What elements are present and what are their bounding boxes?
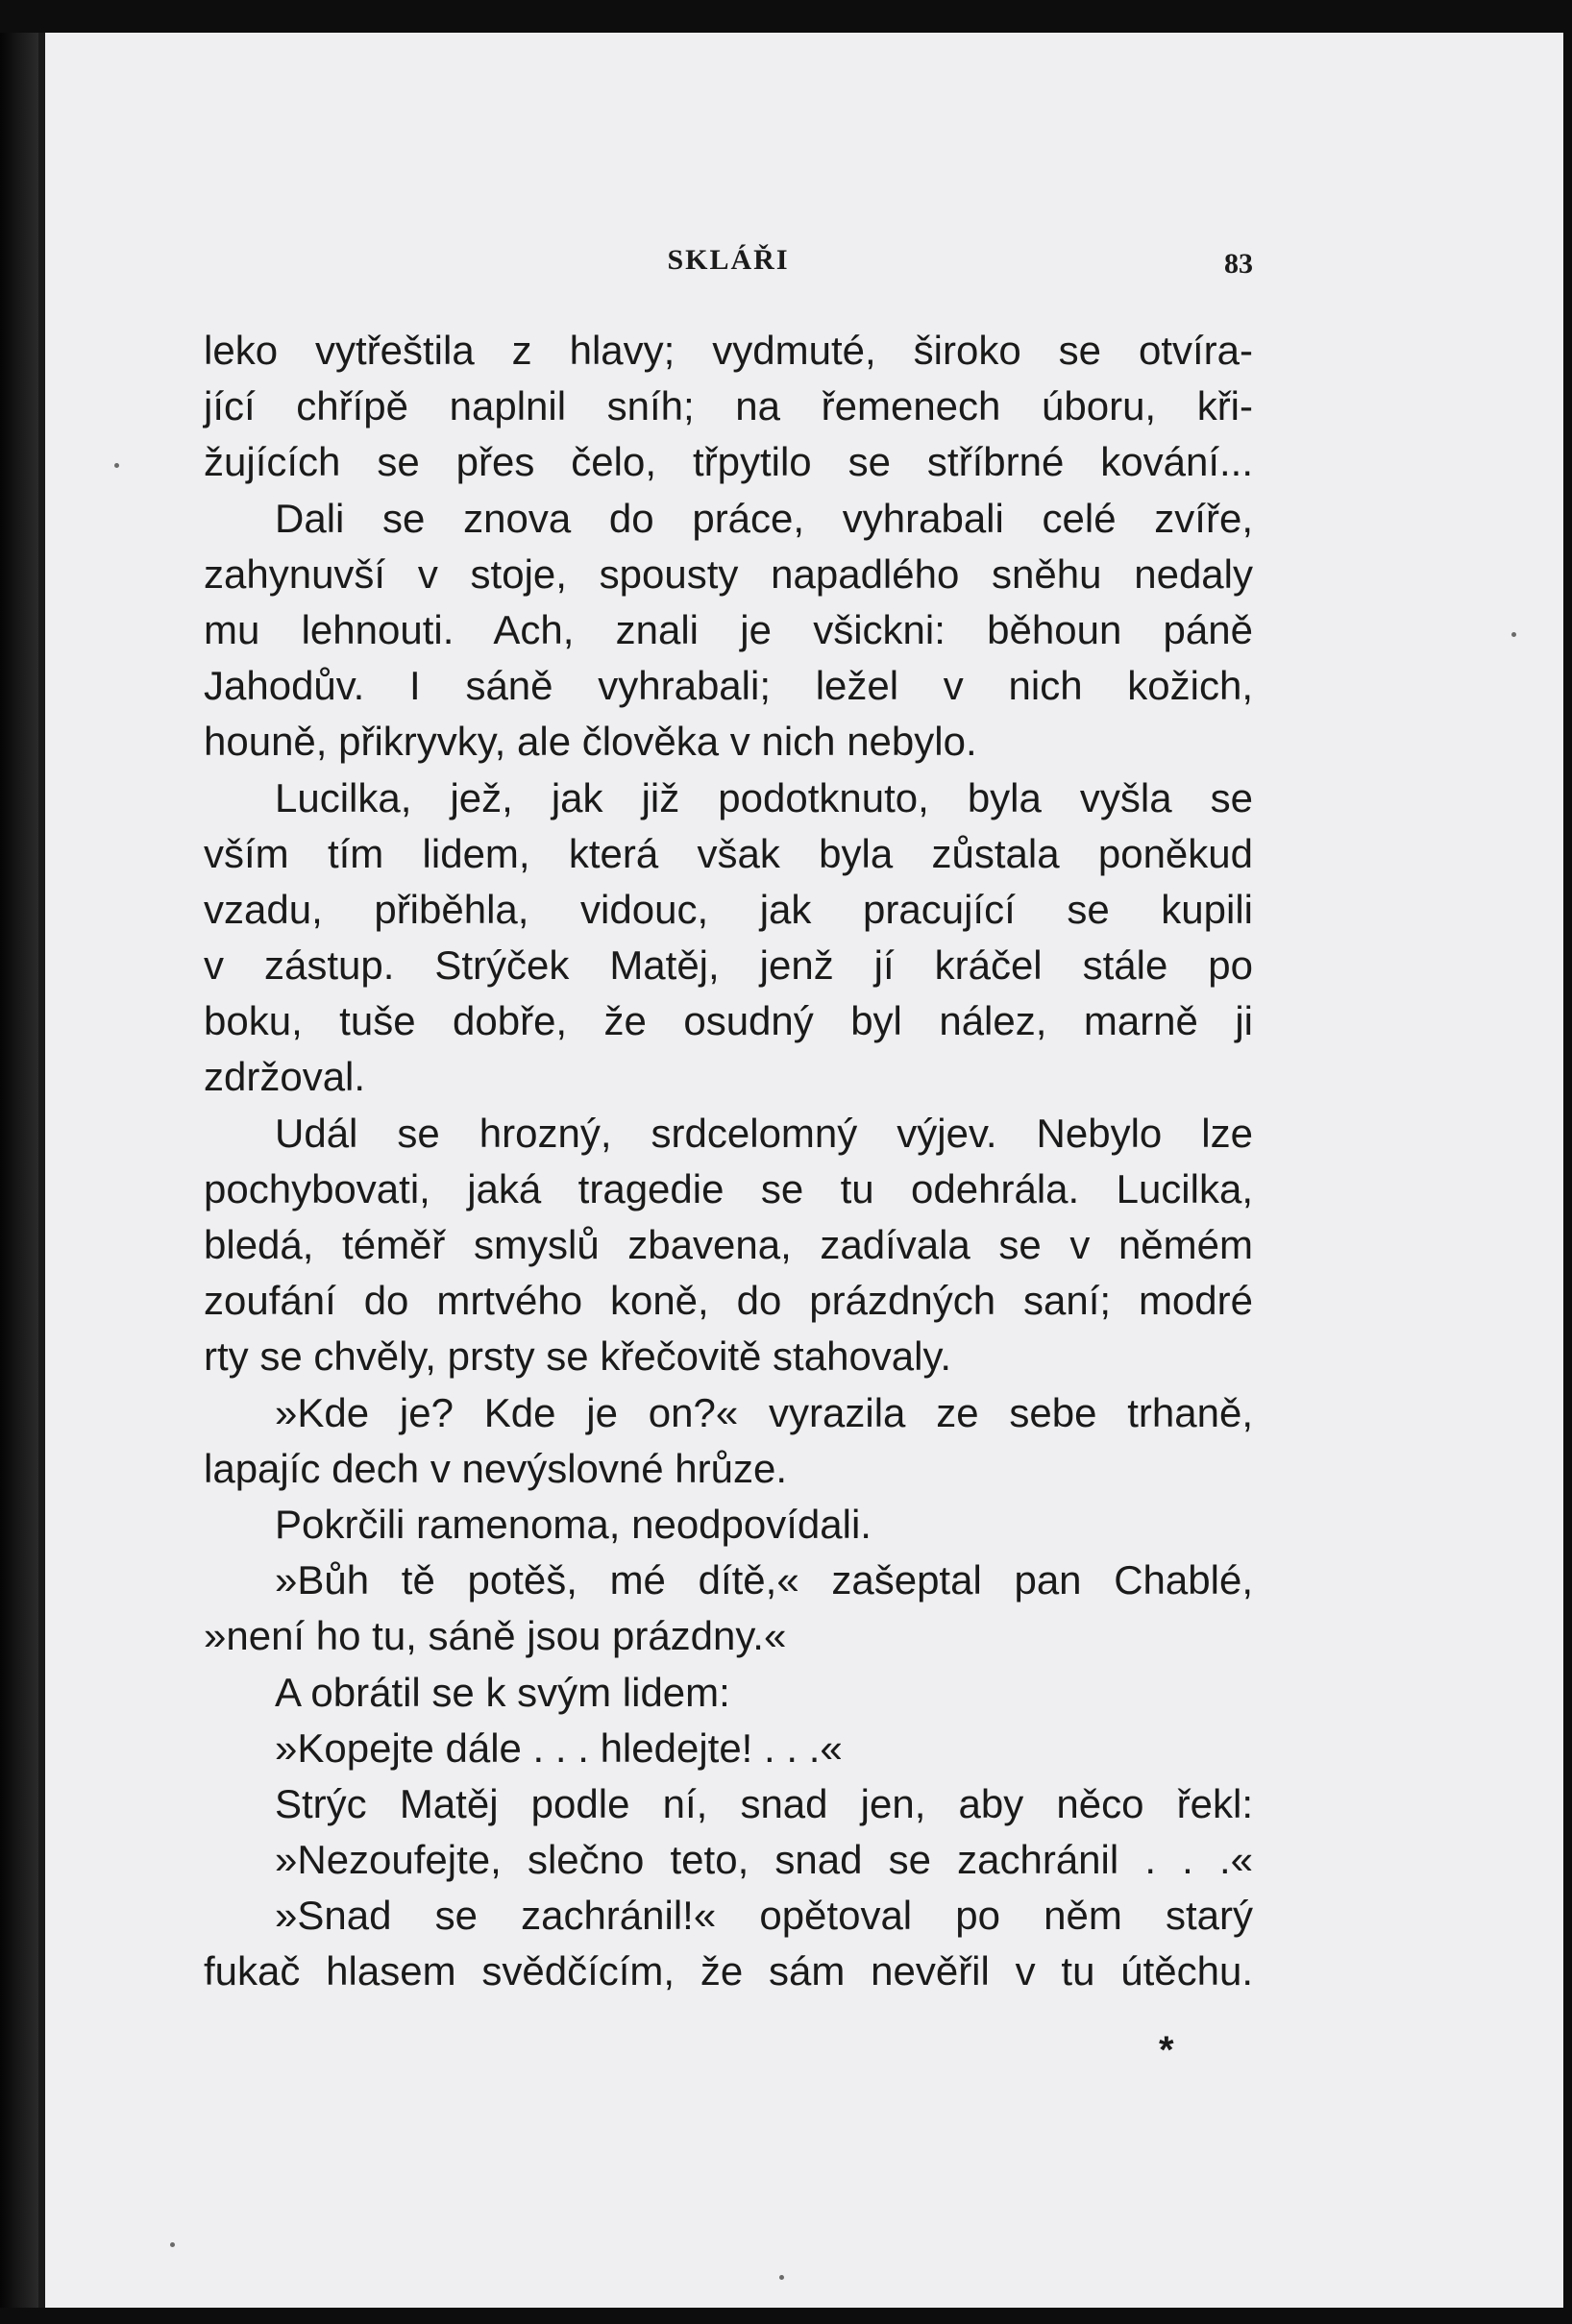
page-number: 83 (1224, 248, 1253, 280)
text-line: mu lehnouti. Ach, znali je všickni: běhoun páně (204, 606, 1253, 652)
text-line: »Kde je? Kde je on?« vyrazila ze sebe trhaně, (275, 1389, 1253, 1435)
running-head (204, 244, 1253, 282)
text-line: fukač hlasem svědčícím, že sám nevěřil v tu útěchu. (204, 1948, 1253, 1994)
text-line: A obrátil se k svým lidem: (275, 1669, 730, 1715)
paper-speck (779, 2275, 784, 2280)
text-line: houně, přikryvky, ale člověka v nich nebylo. (204, 719, 977, 765)
text-line: boku, tuše dobře, že osudný byl nález, marně ji (204, 998, 1253, 1044)
text-line: Pokrčili ramenoma, neodpovídali. (275, 1501, 872, 1547)
text-line: Udál se hrozný, srdcelomný výjev. Nebylo lze (275, 1110, 1253, 1156)
running-title: SKLÁŘI (667, 244, 790, 276)
text-line: zdržoval. (204, 1054, 366, 1100)
text-line: vším tím lidem, která však byla zůstala poněkud (204, 830, 1253, 876)
text-line: »Bůh tě potěš, mé dítě,« zašeptal pan Chablé, (275, 1557, 1253, 1603)
paper-speck (114, 463, 119, 468)
text-line: v zástup. Strýček Matěj, jenž jí kráčel stále po (204, 942, 1253, 989)
text-line: žujících se přes čelo, třpytilo se stříbrné kování... (204, 439, 1253, 485)
text-line: rty se chvěly, prsty se křečovitě stahovaly. (204, 1333, 952, 1380)
paper-speck (1511, 632, 1516, 637)
text-line: bledá, téměř smyslů zbavena, zadívala se v němém (204, 1222, 1253, 1267)
text-line: zoufání do mrtvého koně, do prázdných saní; modré (204, 1278, 1253, 1324)
text-line: »Nezoufejte, slečno teto, snad se zachránil . . .« (275, 1837, 1253, 1883)
book-gutter (0, 33, 38, 2308)
text-line: leko vytřeštila z hlavy; vydmuté, široko se otvíra- (204, 328, 1253, 373)
text-line: lapajíc dech v nevýslovné hrůze. (204, 1445, 788, 1491)
body-text (204, 323, 1253, 2000)
text-line: »není ho tu, sáně jsou prázdny.« (204, 1613, 787, 1659)
text-line: zahynuvší v stoje, spousty napadlého sněhu nedaly (204, 550, 1253, 597)
text-line: Lucilka, jež, jak již podotknuto, byla vyšla se (275, 774, 1253, 820)
text-line: »Snad se zachránil!« opětoval po něm starý (275, 1893, 1253, 1939)
text-line: vzadu, přiběhla, vidouc, jak pracující se kupili (204, 886, 1253, 932)
text-line: Strýc Matěj podle ní, snad jen, aby něco řekl: (275, 1780, 1253, 1826)
paper-speck (170, 2242, 175, 2247)
section-break-asterisk: * (1159, 2029, 1174, 2071)
text-line: jící chřípě naplnil sníh; na řemenech úboru, kři- (204, 383, 1253, 429)
text-line: »Kopejte dále . . . hledejte! . . .« (275, 1725, 843, 1771)
text-line: Jahodův. I sáně vyhrabali; ležel v nich kožich, (204, 663, 1253, 709)
text-line: pochybovati, jaká tragedie se tu odehrála. Lucilka, (204, 1165, 1253, 1211)
text-line: Dali se znova do práce, vyhrabali celé zvíře, (275, 495, 1253, 541)
